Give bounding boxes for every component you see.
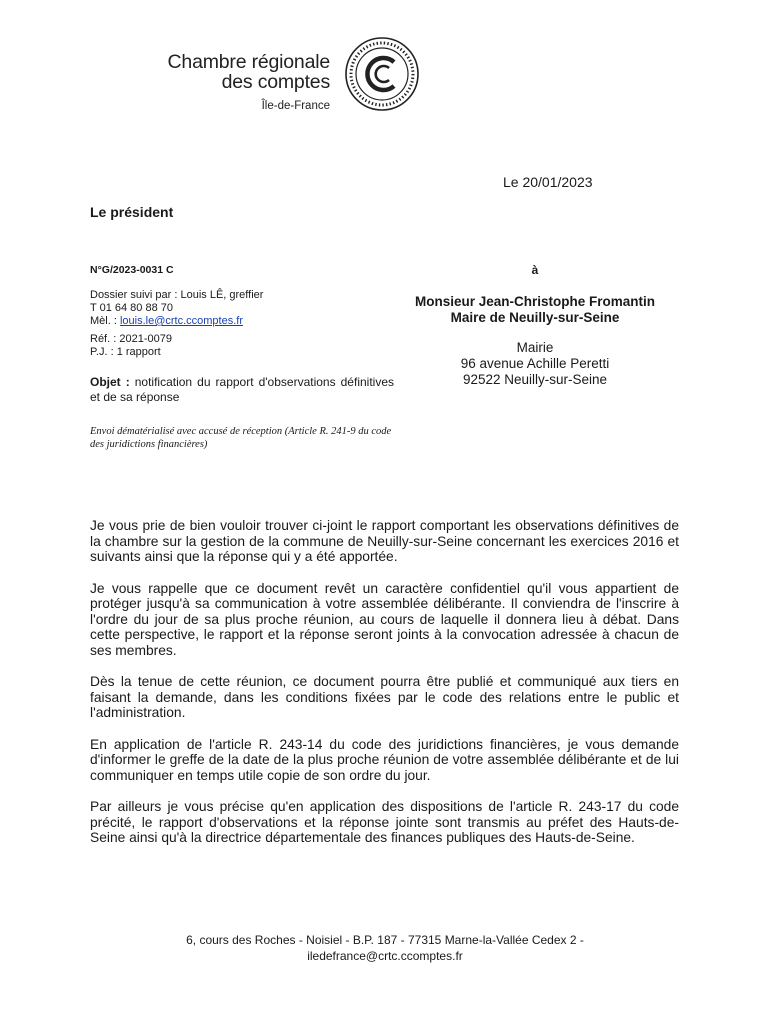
recipient-name: Monsieur Jean-Christophe Fromantin	[414, 294, 656, 309]
delivery-note: Envoi dématérialisé avec accusé de réception (Article R. 241-9 du code des juridictions financières)	[90, 426, 392, 450]
dossier-contact	[90, 289, 263, 328]
attachments-line: P.J. : 1 rapport	[90, 346, 161, 358]
footer-address	[100, 932, 670, 964]
subject-text: notification du rapport d'observations définitives et de sa réponse	[90, 375, 394, 404]
address-line2: 96 avenue Achille Peretti	[460, 356, 610, 371]
org-name-line1: Chambre régionale	[167, 51, 330, 73]
email-link[interactable]: louis.le@crtc.ccomptes.fr	[119, 315, 243, 327]
body-paragraph-2: Je vous rappelle que ce document revêt un caractère confidentiel qu'il vous appartient de protéger jusqu'à sa communication à votre assemblée délibérante. Il conviendra de l'inscrire à l'ordre du jour de sa plus proche réunion, au cours de laquelle il donnera lieu à débat. Dans cette perspective, le rapport et la réponse seront joints à la convocation adressée à chacun de ses membres.	[90, 580, 679, 658]
organization-name	[150, 52, 330, 114]
body-paragraph-3: Dès la tenue de cette réunion, ce document pourra être publié et communiqué aux tiers en faisant la demande, dans les conditions fixées par le code des relations entre le public et l'administration.	[90, 674, 679, 720]
ref-number-line: Réf. : 2021-0079	[90, 333, 172, 345]
body-paragraph-5: Par ailleurs je vous précise qu'en application des dispositions de l'article R. 243-17 du code précité, le rapport d'observations et la réponse jointe sont transmis au préfet des Hauts-de-Seine ainsi qu'à la directrice départementale des finances publiques des Hauts-de-Seine.	[90, 799, 679, 845]
letter-date: Le 20/01/2023	[503, 174, 593, 190]
footer-email: iledefrance@crtc.ccomptes.fr	[307, 949, 463, 963]
recipient-block	[400, 263, 670, 388]
email-row	[90, 315, 263, 328]
phone-number: T 01 64 80 88 70	[90, 302, 173, 314]
body-paragraph-1: Je vous prie de bien vouloir trouver ci-joint le rapport comportant les observations définitives de la chambre sur la gestion de la commune de Neuilly-sur-Seine concernant les exercices 2016 et suivants ainsi que la réponse qui y a été apportée.	[90, 518, 679, 564]
org-region: Île-de-France	[261, 100, 330, 112]
recipient-title: Maire de Neuilly-sur-Seine	[450, 310, 620, 325]
org-name-line2: des comptes	[221, 71, 330, 93]
address-line3: 92522 Neuilly-sur-Seine	[462, 372, 608, 387]
letter-body	[90, 518, 679, 862]
crc-logo-icon	[344, 36, 420, 112]
footer-line1: 6, cours des Roches - Noisiel - B.P. 187 - 77315 Marne-la-Vallée Cedex 2 -	[186, 933, 584, 947]
subject-line	[90, 375, 394, 405]
body-paragraph-4: En application de l'article R. 243-14 du code des juridictions financières, je vous demande d'informer le greffe de la date de la plus proche réunion de votre assemblée délibérante et de lui communiquer en temps utile copie de son ordre du jour.	[90, 736, 679, 783]
signatory-title: Le président	[90, 204, 174, 220]
reference-details	[90, 333, 172, 359]
reference-number: N°G/2023-0031 C	[90, 264, 174, 276]
recipient-address	[400, 340, 670, 388]
dossier-followed-by: Dossier suivi par : Louis LÊ, greffier	[90, 289, 264, 301]
address-line1: Mairie	[516, 340, 554, 355]
email-label: Mèl. :	[90, 315, 120, 327]
recipient-to: à	[531, 263, 539, 277]
subject-label: Objet :	[90, 375, 130, 389]
